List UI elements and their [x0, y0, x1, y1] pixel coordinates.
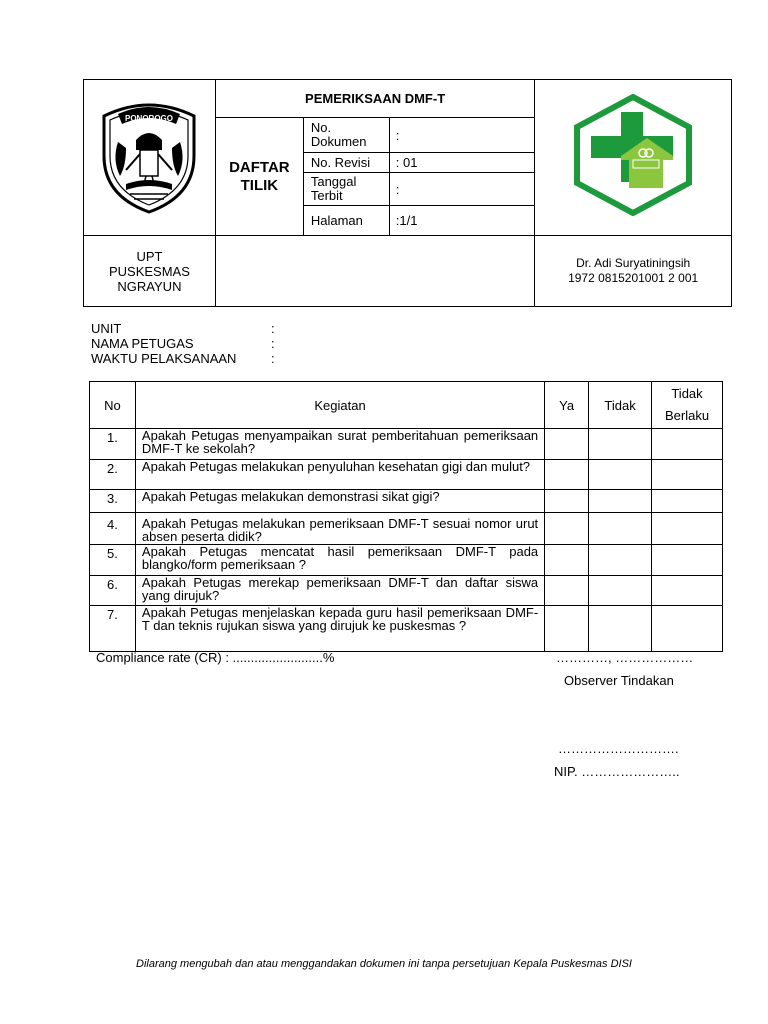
checklist-table: [89, 381, 723, 652]
table-row: [90, 576, 723, 606]
tidak-checkbox-cell[interactable]: [589, 545, 652, 576]
signature-line: ……………………….: [558, 741, 679, 756]
row-kegiatan: Apakah Petugas melakukan pemeriksaan DMF-T sesuai nomor urut absen peserta didik?: [135, 513, 544, 545]
info-label: UNIT: [91, 321, 122, 336]
table-row: [90, 545, 723, 576]
row-number: 2.: [90, 460, 136, 490]
row-kegiatan: Apakah Petugas melakukan penyuluhan kesehatan gigi dan mulut?: [135, 460, 544, 490]
tidak-checkbox-cell[interactable]: [589, 490, 652, 513]
tidak-berlaku-checkbox-cell[interactable]: [652, 606, 723, 652]
document-header: [83, 79, 732, 307]
tidak-checkbox-cell[interactable]: [589, 429, 652, 460]
ya-checkbox-cell[interactable]: [545, 576, 589, 606]
meta-value-halaman: :1/1: [389, 206, 535, 236]
signer-name: Dr. Adi Suryatiningsih: [576, 256, 691, 270]
table-row: [90, 490, 723, 513]
row-kegiatan: Apakah Petugas menyampaikan surat pemberitahuan pemeriksaan DMF-T ke sekolah?: [135, 429, 544, 460]
row-number: 4.: [90, 513, 136, 545]
observer-label: Observer Tindakan: [564, 673, 674, 688]
meta-label-no-dokumen: No. Dokumen: [303, 118, 389, 153]
meta-label-tanggal-terbit: Tanggal Terbit: [303, 173, 389, 206]
regency-logo-cell: [84, 80, 216, 236]
row-number: 5.: [90, 545, 136, 576]
tidak-checkbox-cell[interactable]: [589, 606, 652, 652]
signer-nip: 1972 0815201001 2 001: [568, 271, 699, 285]
table-row: [90, 429, 723, 460]
row-kegiatan: Apakah Petugas mencatat hasil pemeriksaan DMF-T pada blangko/form pemeriksaan ?: [135, 545, 544, 576]
tidak-berlaku-checkbox-cell[interactable]: [652, 545, 723, 576]
ya-checkbox-cell[interactable]: [545, 490, 589, 513]
row-kegiatan: Apakah Petugas menjelaskan kepada guru hasil pemeriksaan DMF-T dan teknis rujukan siswa yang dirujuk ke puskesmas ?: [135, 606, 544, 652]
meta-label-no-revisi: No. Revisi: [303, 153, 389, 173]
info-unit: [91, 321, 275, 336]
doc-type-label: DAFTAR TILIK: [215, 118, 303, 236]
meta-value-no-dokumen: :: [389, 118, 535, 153]
col-header-tidak: Tidak: [589, 382, 652, 429]
signer-cell: [535, 236, 732, 307]
tidak-berlaku-checkbox-cell[interactable]: [652, 513, 723, 545]
info-nama-petugas: [91, 336, 275, 351]
ya-checkbox-cell[interactable]: [545, 545, 589, 576]
puskesmas-logo-icon: [571, 94, 695, 216]
ya-checkbox-cell[interactable]: [545, 460, 589, 490]
table-row: [90, 460, 723, 490]
info-label: WAKTU PELAKSANAAN: [91, 351, 237, 366]
row-number: 7.: [90, 606, 136, 652]
ponorogo-emblem-icon: [96, 96, 202, 214]
ya-checkbox-cell[interactable]: [545, 606, 589, 652]
nip-line: NIP. …………………..: [554, 764, 680, 779]
ya-checkbox-cell[interactable]: [545, 513, 589, 545]
row-kegiatan: Apakah Petugas merekap pemeriksaan DMF-T dan daftar siswa yang dirujuk?: [135, 576, 544, 606]
meta-label-halaman: Halaman: [303, 206, 389, 236]
compliance-rate: Compliance rate (CR) : .........................%: [96, 650, 335, 665]
footer-disclaimer: Dilarang mengubah dan atau menggandakan dokumen ini tanpa persetujuan Kepala Puskesmas DISI: [136, 958, 632, 970]
row-kegiatan: Apakah Petugas melakukan demonstrasi sikat gigi?: [135, 490, 544, 513]
tidak-checkbox-cell[interactable]: [589, 460, 652, 490]
tidak-berlaku-checkbox-cell[interactable]: [652, 576, 723, 606]
tidak-checkbox-cell[interactable]: [589, 513, 652, 545]
row-number: 6.: [90, 576, 136, 606]
info-value: :: [271, 321, 275, 336]
tidak-berlaku-checkbox-cell[interactable]: [652, 460, 723, 490]
info-waktu-pelaksanaan: [91, 351, 275, 366]
row-number: 1.: [90, 429, 136, 460]
table-row: [90, 513, 723, 545]
col-header-kegiatan: Kegiatan: [135, 382, 544, 429]
empty-cell: [215, 236, 534, 307]
tidak-checkbox-cell[interactable]: [589, 576, 652, 606]
ya-checkbox-cell[interactable]: [545, 429, 589, 460]
tidak-berlaku-checkbox-cell[interactable]: [652, 490, 723, 513]
document-title: PEMERIKSAAN DMF-T: [215, 80, 534, 118]
info-value: :: [271, 336, 275, 351]
info-label: NAMA PETUGAS: [91, 336, 194, 351]
place-date-line: …………, ………………: [556, 650, 694, 665]
col-header-no: No: [90, 382, 136, 429]
puskesmas-logo-cell: [535, 80, 732, 236]
meta-value-tanggal-terbit: :: [389, 173, 535, 206]
col-header-ya: Ya: [545, 382, 589, 429]
meta-value-no-revisi: : 01: [389, 153, 535, 173]
organization-name: UPT PUSKESMAS NGRAYUN: [84, 236, 216, 307]
tidak-berlaku-checkbox-cell[interactable]: [652, 429, 723, 460]
svg-text:PONOROGO: PONOROGO: [125, 114, 174, 123]
table-row: [90, 606, 723, 652]
col-header-tidak-berlaku: Tidak Berlaku: [652, 382, 723, 429]
info-value: :: [271, 351, 275, 366]
row-number: 3.: [90, 490, 136, 513]
